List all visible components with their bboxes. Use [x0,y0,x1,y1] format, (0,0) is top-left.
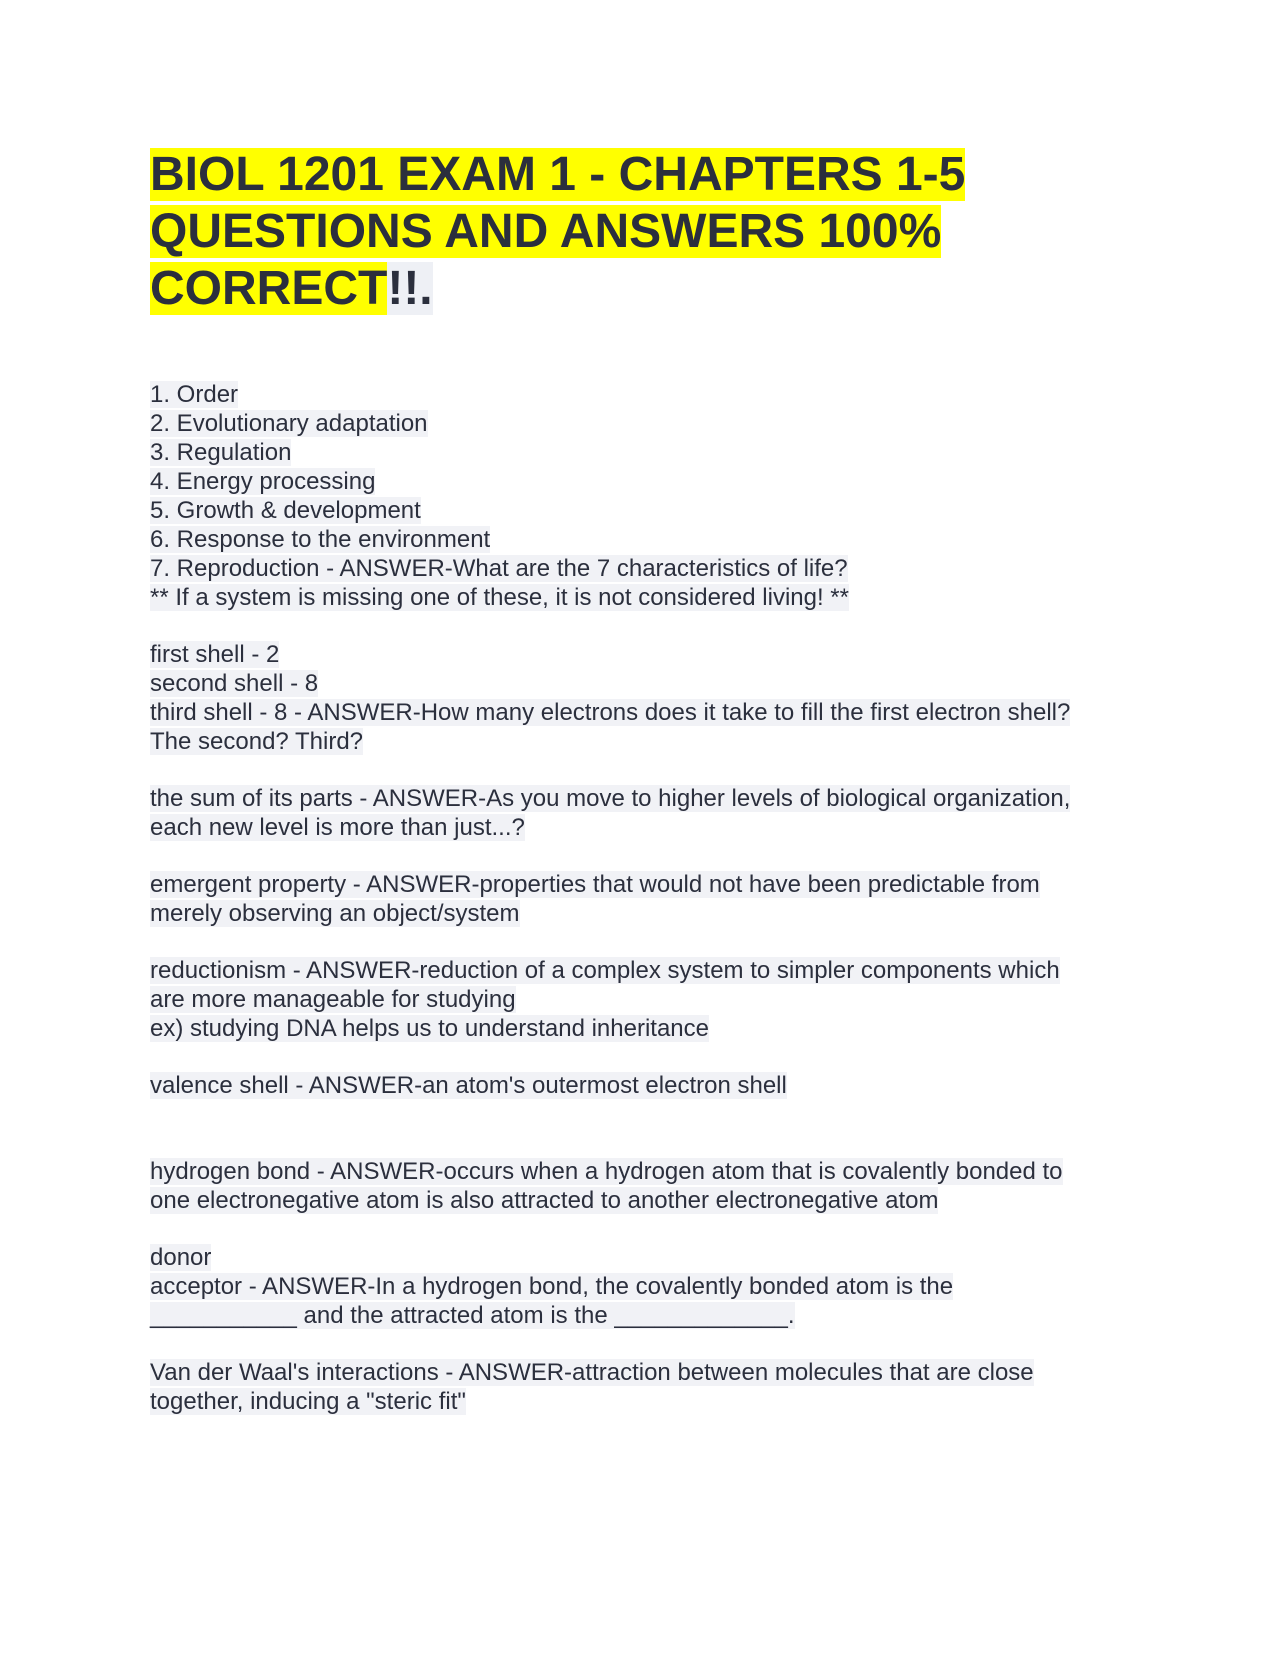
document-title [150,146,1050,317]
spacer [150,1100,1150,1157]
spacer [150,1043,1150,1071]
spacer [150,842,1150,870]
spacer [150,756,1150,784]
text-line: 7. Reproduction - ANSWER-What are the 7 characteristics of life? [150,555,848,582]
title-line-2: QUESTIONS AND ANSWERS 100% [150,205,942,258]
text-line: the sum of its parts - ANSWER-As you move to higher levels of biological organization, [150,785,1071,812]
text-line: Van der Waal's interactions - ANSWER-attraction between molecules that are close [150,1359,1034,1386]
text-line: 1. Order [150,381,239,408]
text-line: 5. Growth & development [150,497,421,524]
text-line: ** If a system is missing one of these, it is not considered living! ** [150,584,849,611]
text-line: second shell - 8 [150,670,319,697]
qa-block-reductionism [150,956,1150,1043]
text-line: 6. Response to the environment [150,526,491,553]
title-line-1: BIOL 1201 EXAM 1 - CHAPTERS 1-5 [150,148,966,201]
title-line-3: CORRECT [150,262,388,315]
text-line: each new level is more than just...? [150,814,525,841]
qa-block-sum-of-parts [150,784,1150,842]
qa-block-valence-shell [150,1071,1150,1100]
qa-block-hydrogen-bond [150,1157,1150,1215]
spacer [150,612,1150,640]
text-line: hydrogen bond - ANSWER-occurs when a hydrogen atom that is covalently bonded to [150,1158,1063,1185]
text-line: one electronegative atom is also attracted to another electronegative atom [150,1187,939,1214]
text-line: first shell - 2 [150,641,280,668]
text-line: 3. Regulation [150,439,292,466]
text-line: third shell - 8 - ANSWER-How many electrons does it take to fill the first electron shell? [150,699,1071,726]
text-line: reductionism - ANSWER-reduction of a complex system to simpler components which [150,957,1060,984]
text-line: emergent property - ANSWER-properties that would not have been predictable from [150,871,1040,898]
text-line: merely observing an object/system [150,900,520,927]
qa-block-van-der-waals [150,1358,1150,1416]
text-line: ex) studying DNA helps us to understand inheritance [150,1015,709,1042]
spacer [150,1215,1150,1243]
spacer [150,928,1150,956]
text-line: valence shell - ANSWER-an atom's outermost electron shell [150,1072,787,1099]
qa-block-donor-acceptor [150,1243,1150,1330]
text-line: are more manageable for studying [150,986,516,1013]
qa-block-characteristics-of-life [150,380,1150,612]
document-body [150,380,1150,1416]
text-line: donor [150,1244,212,1271]
text-line: acceptor - ANSWER-In a hydrogen bond, the covalently bonded atom is the [150,1273,954,1300]
text-line: ___________ and the attracted atom is the _____________. [150,1302,795,1329]
text-line: 2. Evolutionary adaptation [150,410,428,437]
text-line: 4. Energy processing [150,468,376,495]
spacer [150,1330,1150,1358]
qa-block-electron-shells [150,640,1150,756]
text-line: The second? Third? [150,728,364,755]
text-line: together, inducing a "steric fit" [150,1388,466,1415]
title-tail: !!. [387,262,433,315]
qa-block-emergent-property [150,870,1150,928]
